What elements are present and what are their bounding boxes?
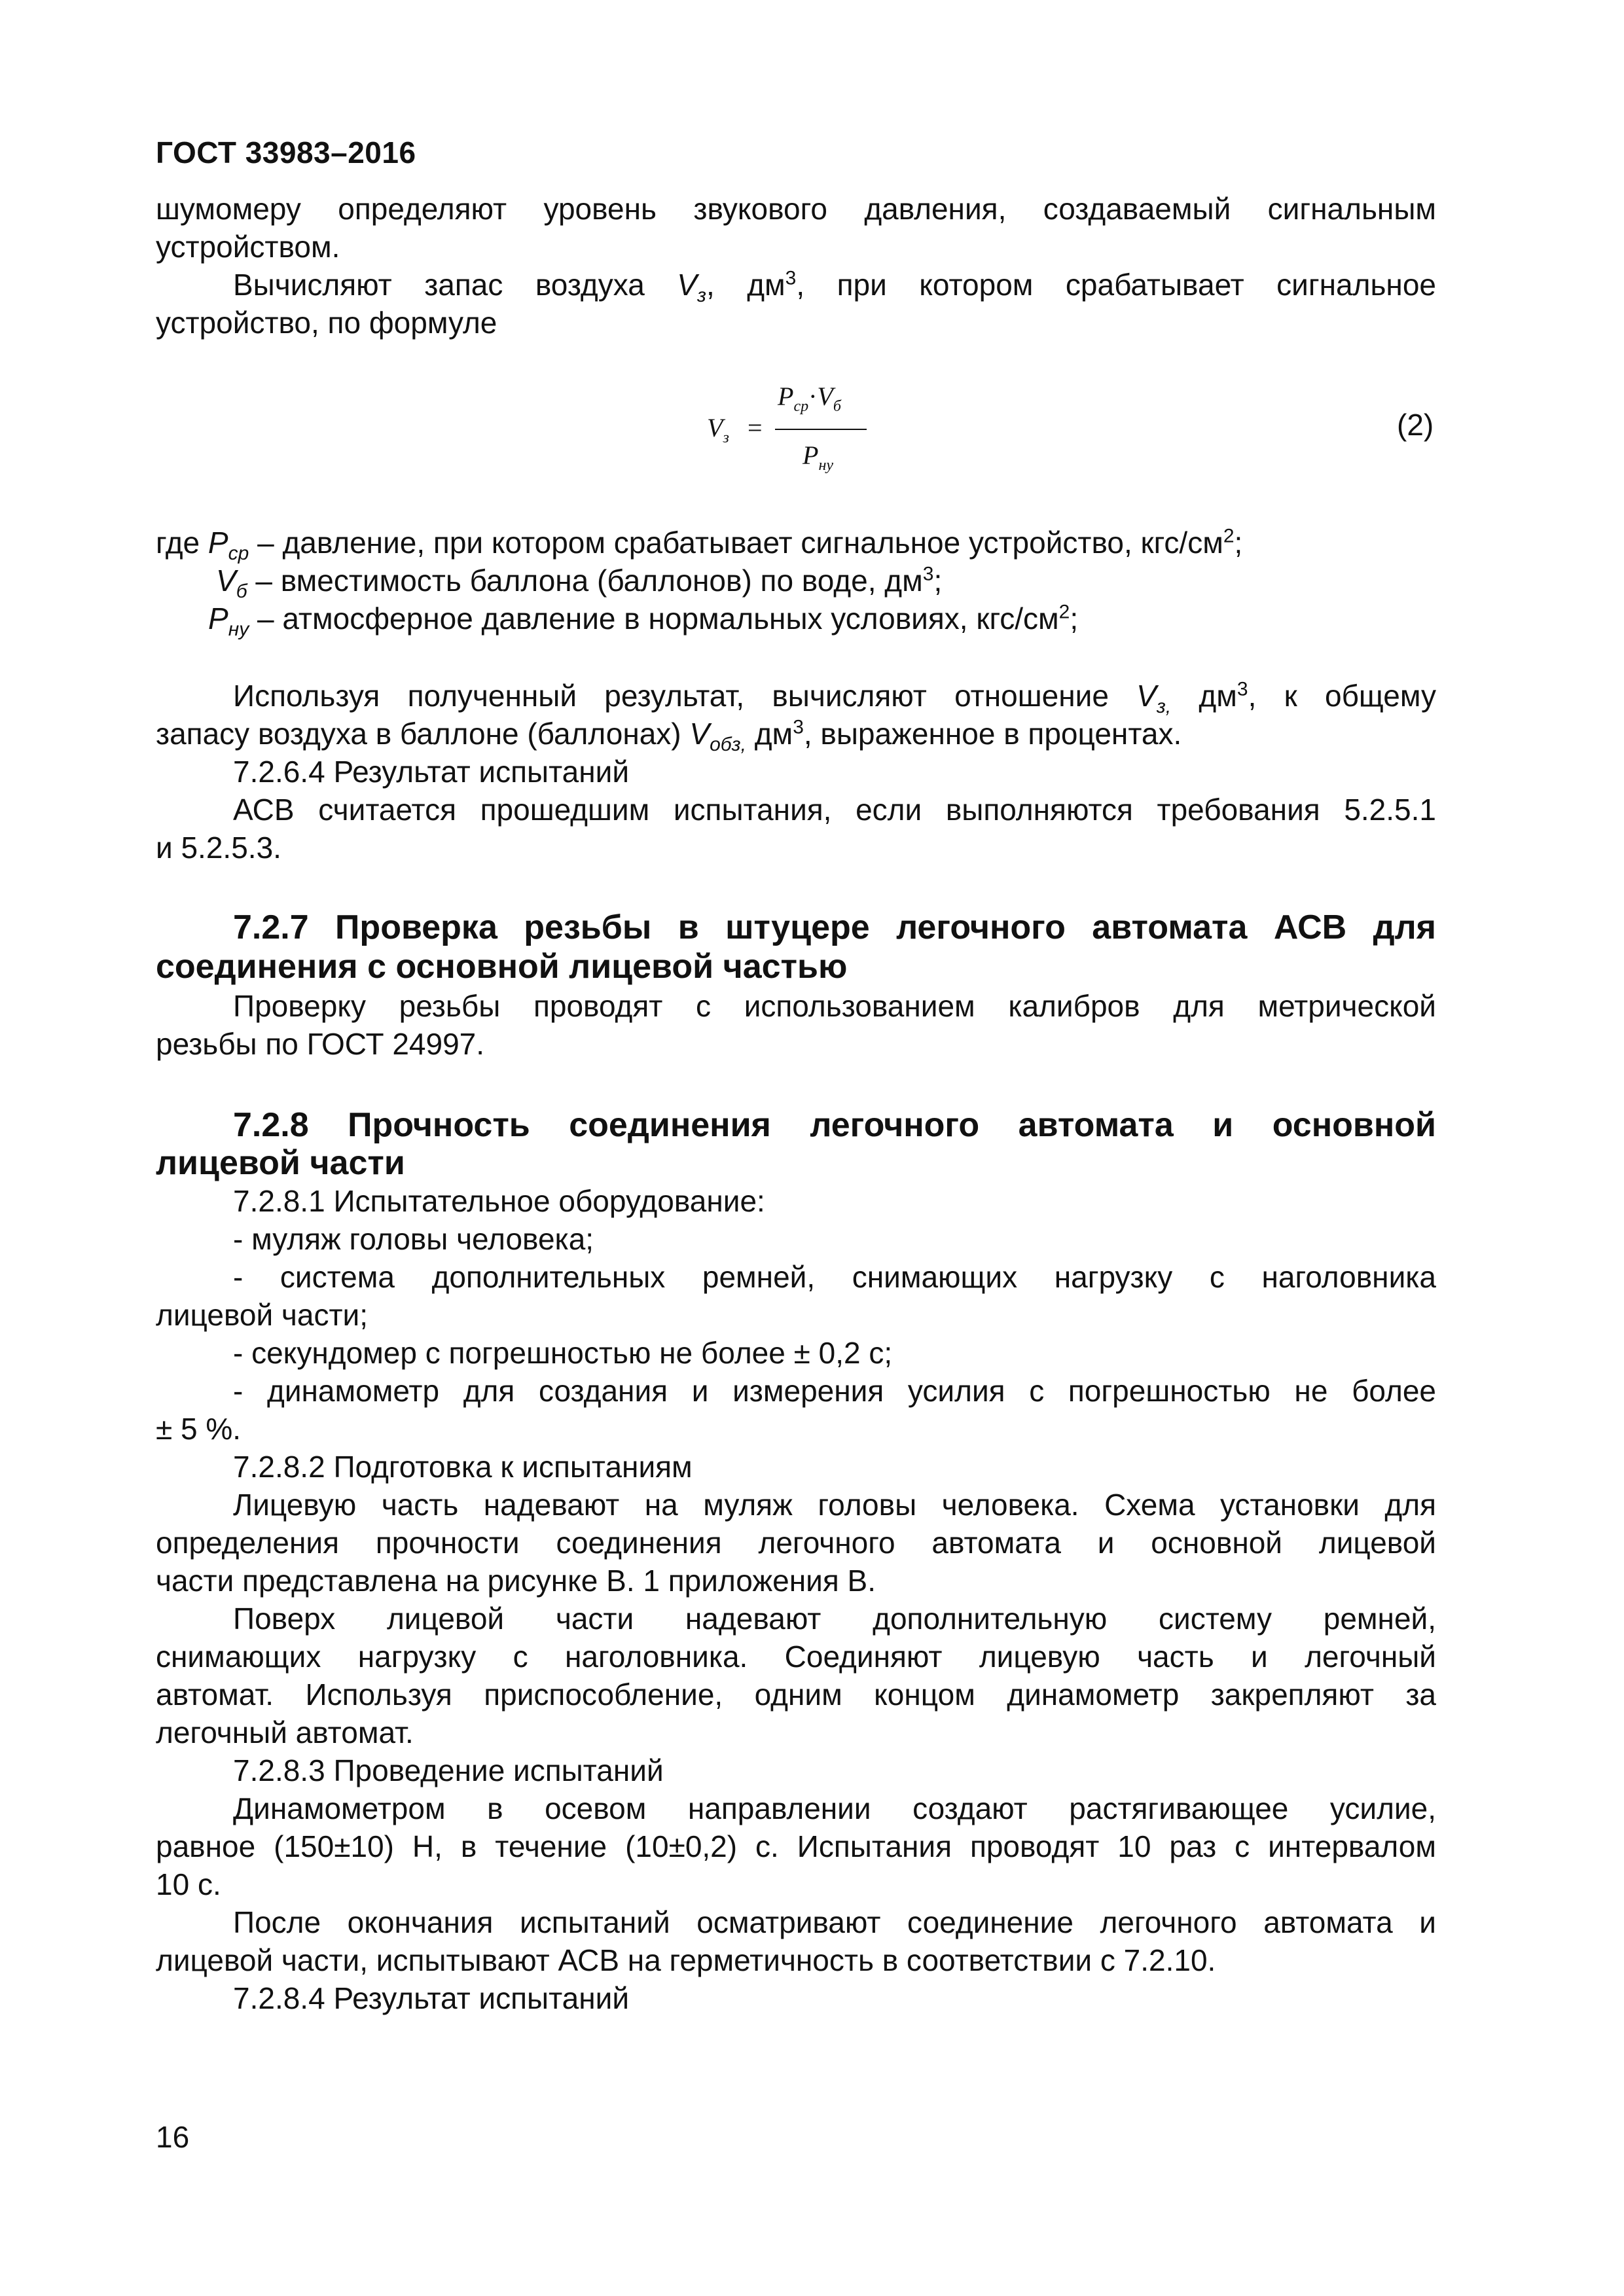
list-item: - секундомер с погрешностью не более ± 0,2 с;: [233, 1336, 893, 1370]
formula-lhs: V: [707, 413, 723, 442]
text-line: лицевой части, испытывают АСВ на герметичность в соответствии с 7.2.10.: [156, 1943, 1216, 1977]
text-line: снимающих нагрузку с наголовника. Соединяют лицевую часть и легочный: [156, 1640, 1436, 1674]
formula-denominator: $P_{ну}$: [803, 440, 833, 474]
text-line: После окончания испытаний осматривают соединение легочного автомата и: [233, 1905, 1436, 1939]
section-heading: 7.2.8 Прочность соединения легочного автомата и основной: [233, 1106, 1436, 1144]
formula: $V_з$ = $P_{ср}\cdot V_б$ $P_{ну}$: [707, 381, 871, 479]
formula-equals: =: [748, 413, 763, 442]
formula-number: (2): [1397, 408, 1434, 442]
text-line: где $P_{ср}$ – давление, при котором срабатывает сигнальное устройство, кгс/$см^2$;: [156, 525, 1243, 565]
text-line: Вычисляют запас воздуха $V_з$, $дм^3$, при котором срабатывает сигнальное: [233, 267, 1437, 307]
text-line: 10 с.: [156, 1867, 221, 1901]
list-item: ± 5 %.: [156, 1412, 242, 1446]
text-line: определения прочности соединения легочного автомата и основной лицевой: [156, 1526, 1436, 1560]
subsection-title: 7.2.8.1 Испытательное оборудование:: [233, 1184, 765, 1218]
text-line: $P_{ну}$ – атмосферное давление в нормальных условиях, кгс/$см^2$;: [208, 601, 1079, 641]
text-line: $V_б$ – вместимость баллона (баллонов) по воде, $дм^3$;: [216, 563, 943, 603]
text-line: Динамометром в осевом направлении создают растягивающее усилие,: [233, 1791, 1436, 1825]
subsection-title: 7.2.8.4 Результат испытаний: [233, 1981, 630, 2015]
list-item: лицевой части;: [156, 1298, 369, 1332]
text-line: устройством.: [156, 230, 340, 264]
subsection-title: 7.2.8.2 Подготовка к испытаниям: [233, 1450, 693, 1484]
page-number: 16: [156, 2120, 190, 2154]
formula-numerator: $P_{ср}\cdot V_б$: [778, 382, 841, 415]
section-heading: 7.2.7 Проверка резьбы в штуцере легочного автомата АСВ для: [233, 908, 1436, 946]
text-line: Используя полученный результат, вычисляют отношение $V_{з,}$ $дм^3$, к общему: [233, 678, 1436, 718]
text-line: легочный автомат.: [156, 1715, 414, 1749]
text-line: шумомеру определяют уровень звукового давления, создаваемый сигнальным: [156, 192, 1436, 226]
text-line: Поверх лицевой части надевают дополнительную систему ремней,: [233, 1602, 1436, 1636]
list-item: - муляж головы человека;: [233, 1222, 594, 1256]
text-line: автомат. Используя приспособление, одним концом динамометр закрепляют за: [156, 1677, 1436, 1712]
fraction-bar: [775, 429, 867, 430]
text-line: равное (150±10) Н, в течение (10±0,2) с. Испытания проводят 10 раз с интервалом: [156, 1829, 1436, 1863]
text-line: резьбы по ГОСТ 24997.: [156, 1027, 485, 1061]
text-line: и 5.2.5.3.: [156, 831, 281, 865]
text-line: части представлена на рисунке В. 1 приложения В.: [156, 1564, 876, 1598]
subsection-title: 7.2.6.4 Результат испытаний: [233, 755, 630, 789]
text-line: АСВ считается прошедшим испытания, если выполняются требования 5.2.5.1: [233, 793, 1436, 827]
section-heading: соединения с основной лицевой частью: [156, 948, 848, 986]
text-line: устройство, по формуле: [156, 306, 497, 340]
section-heading: лицевой части: [156, 1144, 405, 1182]
text-line: Лицевую часть надевают на муляж головы человека. Схема установки для: [233, 1488, 1436, 1522]
subsection-title: 7.2.8.3 Проведение испытаний: [233, 1753, 664, 1787]
standard-code: ГОСТ 33983–2016: [156, 135, 416, 170]
list-item: - система дополнительных ремней, снимающих нагрузку с наголовника: [233, 1260, 1436, 1294]
text-line: запасу воздуха в баллоне (баллонах) $V_{обз,}$ $дм^3$, выраженное в процентах.: [156, 716, 1182, 756]
list-item: - динамометр для создания и измерения усилия с погрешностью не более: [233, 1374, 1436, 1408]
text-line: Проверку резьбы проводят с использованием калибров для метрической: [233, 989, 1436, 1023]
